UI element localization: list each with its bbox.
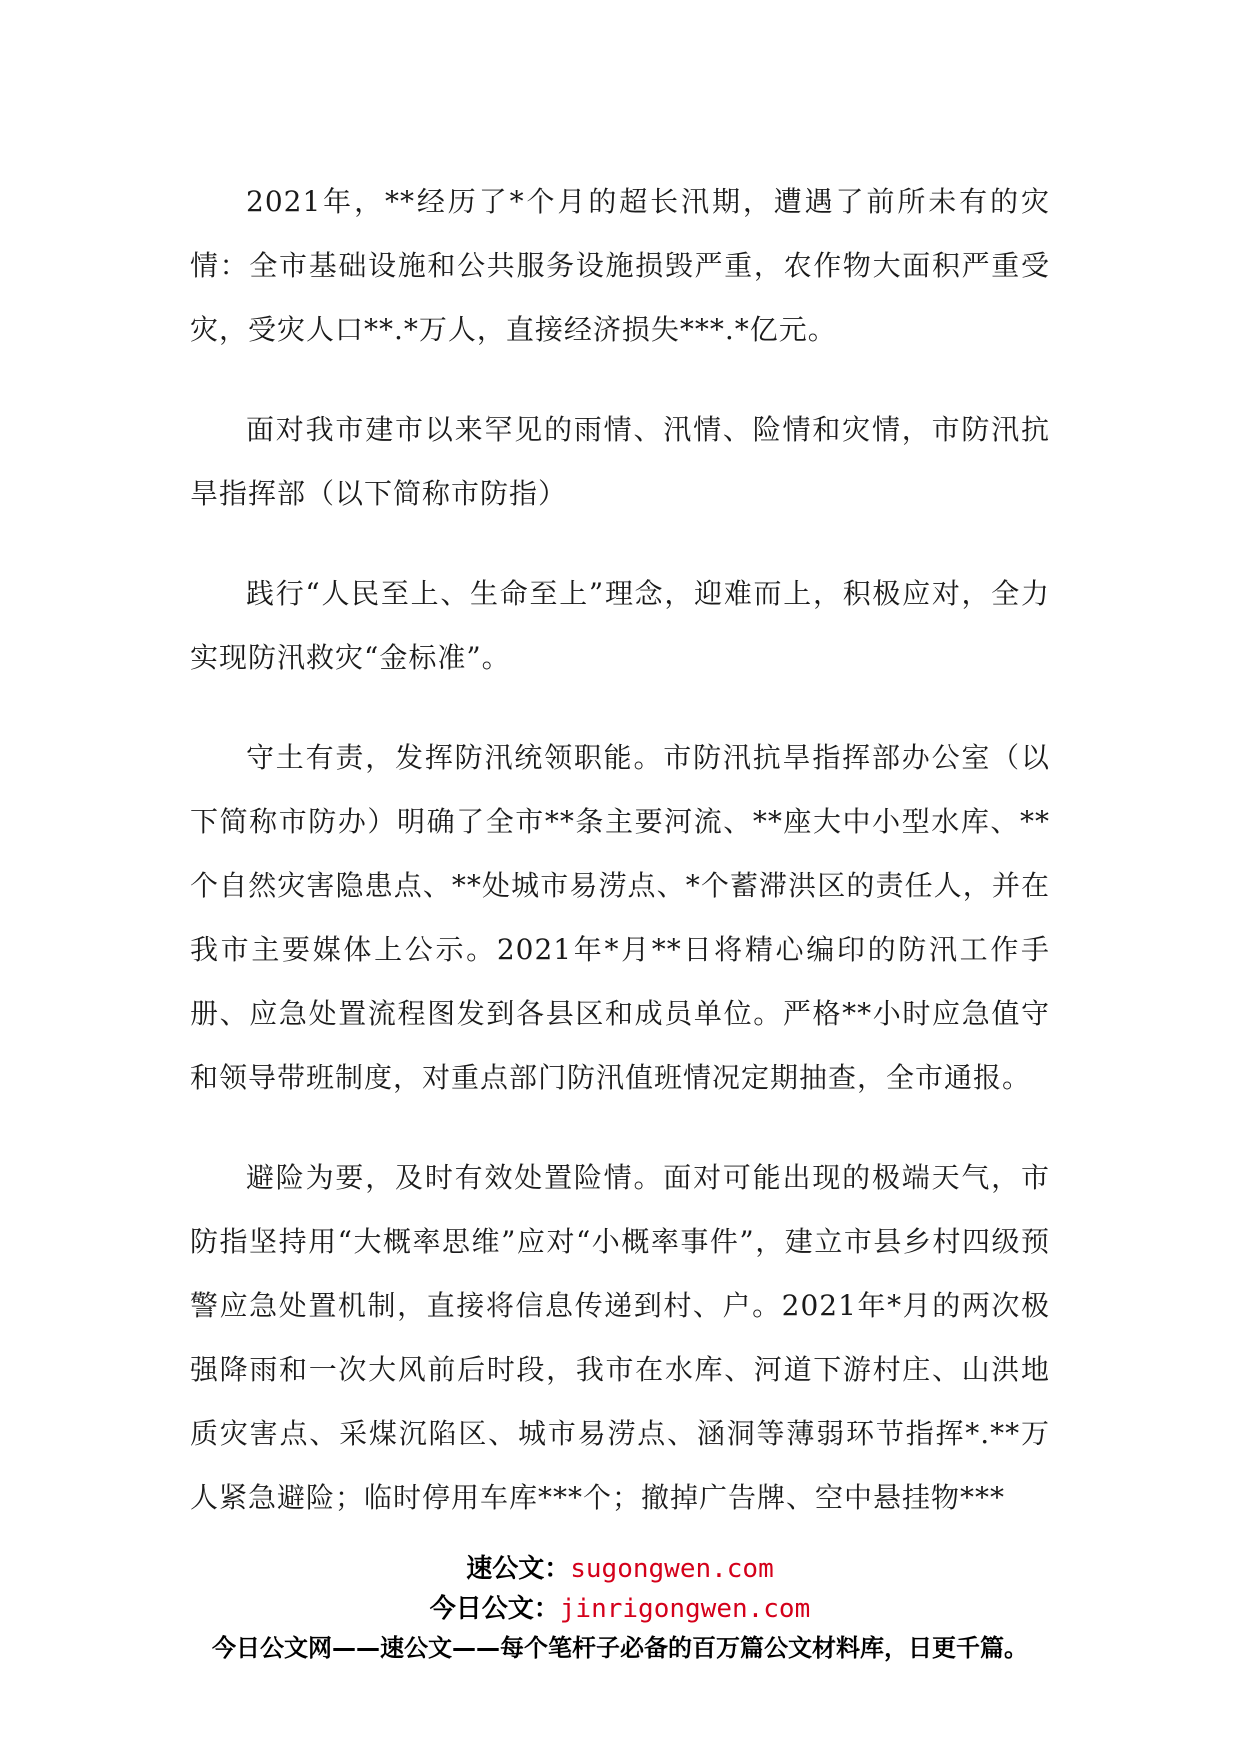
footer-jinrigongwen-label: 今日公文： — [429, 1594, 560, 1624]
footer-sugongwen — [0, 1548, 1240, 1585]
footer-jinrigongwen — [0, 1588, 1240, 1625]
paragraph-4: 守土有责，发挥防汛统领职能。市防汛抗旱指挥部办公室（以下简称市防办）明确了全市**条主要河流、**座大中小型水库、**个自然灾害隐患点、**处城市易涝点、*个蓄滞洪区的责任人，并在我市主要媒体上公示。2021年*月**日将精心编印的防汛工作手册、应急处置流程图发到各县区和成员单位。严格**小时应急值守和领导带班制度，对重点部门防汛值班情况定期抽查，全市通报。 — [190, 741, 1050, 1094]
paragraph-1: 2021年，**经历了*个月的超长汛期，遭遇了前所未有的灾情：全市基础设施和公共服务设施损毁严重，农作物大面积严重受灾，受灾人口**.*万人，直接经济损失***.*亿元。 — [190, 185, 1050, 346]
jinrigongwen-link[interactable]: jinrigongwen.com — [559, 1594, 811, 1624]
footer-sugongwen-label: 速公文： — [466, 1554, 571, 1584]
sugongwen-link[interactable]: sugongwen.com — [570, 1554, 774, 1584]
paragraph-3: 践行“人民至上、生命至上”理念，迎难而上，积极应对，全力实现防汛救灾“金标准”。 — [190, 577, 1050, 674]
paragraph-5: 避险为要，及时有效处置险情。面对可能出现的极端天气，市防指坚持用“大概率思维”应对“小概率事件”，建立市县乡村四级预警应急处置机制，直接将信息传递到村、户。2021年*月的两次极强降雨和一次大风前后时段，我市在水库、河道下游村庄、山洪地质灾害点、采煤沉陷区、城市易涝点、涵洞等薄弱环节指挥*.**万人紧急避险；临时停用车库***个；撤掉广告牌、空中悬挂物*** — [190, 1161, 1050, 1514]
paragraph-2: 面对我市建市以来罕见的雨情、汛情、险情和灾情，市防汛抗旱指挥部（以下简称市防指） — [190, 413, 1050, 510]
document-body — [190, 170, 1050, 1566]
footer-slogan: 今日公文网——速公文——每个笔杆子必备的百万篇公文材料库，日更千篇。 — [212, 1634, 1028, 1662]
